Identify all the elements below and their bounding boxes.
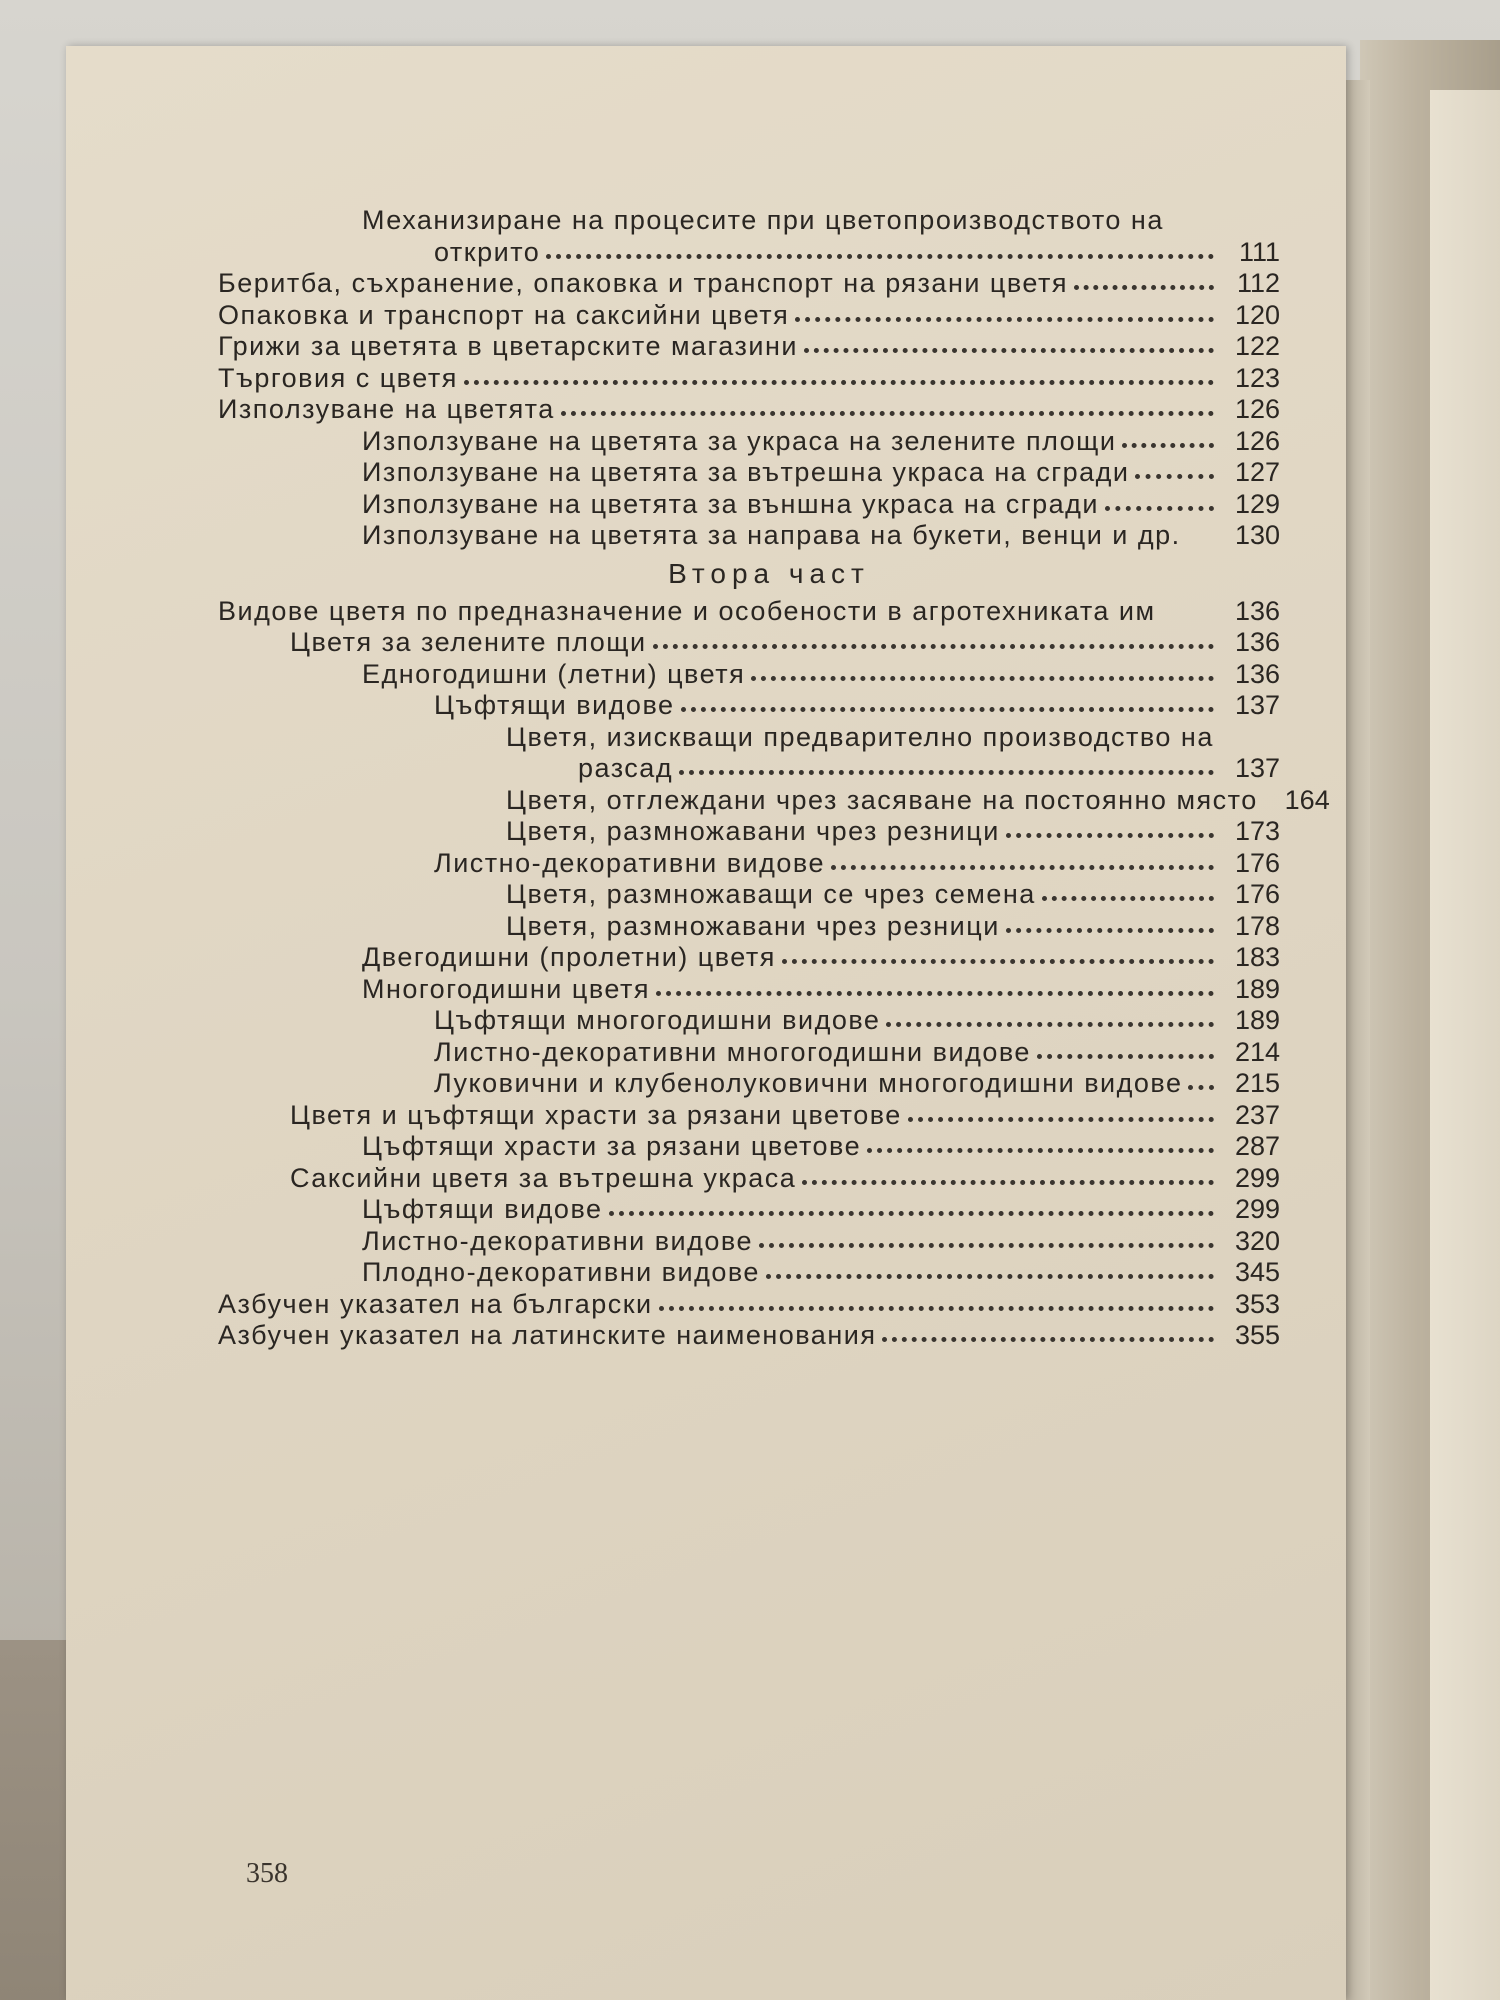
toc-entry-title: Цъфтящи храсти за рязани цветове: [362, 1131, 862, 1161]
toc-entry-title: Използуване на цветята: [218, 394, 555, 424]
toc-entry-page: 183: [1234, 942, 1280, 972]
toc-entry: [218, 1163, 1280, 1195]
toc-entry-page: 320: [1234, 1225, 1280, 1256]
dot-leader: [1122, 443, 1214, 448]
toc-entry: [218, 942, 1280, 974]
dot-leader: [1042, 896, 1214, 901]
toc-entry-page: 214: [1234, 1036, 1280, 1067]
toc-entry: [218, 394, 1280, 426]
toc-entry-page: 299: [1234, 1194, 1280, 1224]
dot-leader: [653, 644, 1214, 649]
part-two-heading: Втора част: [668, 557, 870, 589]
toc-entry-title: Азбучен указател на български: [218, 1288, 653, 1319]
toc-entry-title: Цветя, отглеждани чрез засяване на постоянно място: [506, 784, 1258, 815]
toc-entry-title: Цветя за зелените площи: [290, 627, 647, 657]
toc-entry-page: 176: [1234, 879, 1280, 909]
toc-entry-title: Листно-декоративни видове: [434, 847, 825, 878]
toc-entry: [218, 722, 1280, 754]
dot-leader: [1187, 537, 1214, 542]
toc-entry-title: открито: [434, 236, 541, 267]
toc-entry-page: 345: [1234, 1257, 1280, 1287]
toc-entry-page: 176: [1234, 847, 1280, 878]
toc-entry-title: Азбучен указател на латинските наименования: [218, 1320, 877, 1350]
dot-leader: [1188, 1085, 1214, 1090]
toc-entry: [218, 1194, 1280, 1226]
toc-entry-page: 136: [1234, 658, 1280, 689]
toc-entry-title: Цъфтящи многогодишни видове: [434, 1005, 881, 1035]
toc-entry-page: 164: [1284, 784, 1330, 815]
toc-entry: [218, 848, 1280, 880]
dot-leader: [659, 1306, 1214, 1311]
dot-leader: [1105, 506, 1214, 511]
dot-leader: [464, 380, 1214, 385]
dot-leader: [759, 1243, 1214, 1248]
toc-entry: [218, 1289, 1280, 1321]
toc-entry-page: 189: [1234, 973, 1280, 1004]
toc-entry-page: 287: [1234, 1131, 1280, 1161]
toc-entry-title: Използуване на цветята за украса на зелените площи: [362, 425, 1117, 456]
toc-entry-page: 127: [1234, 457, 1280, 487]
table-of-contents: [218, 205, 1330, 1352]
dot-leader: [908, 1117, 1214, 1122]
toc-entry-page: 129: [1234, 488, 1280, 519]
toc-entry-title: Цветя, размножавани чрез резници: [506, 816, 1000, 846]
toc-entry-title: Цъфтящи видове: [362, 1194, 603, 1224]
dot-leader: [679, 770, 1214, 775]
toc-entry-title: Едногодишни (летни) цветя: [362, 658, 746, 689]
toc-entry: [218, 1005, 1280, 1037]
toc-entry-page: 137: [1234, 753, 1280, 783]
toc-entry-page: 136: [1234, 627, 1280, 657]
toc-entry: [218, 268, 1280, 300]
dot-leader: [681, 707, 1214, 712]
dot-leader: [609, 1211, 1214, 1216]
toc-entry-title: Търговия с цветя: [218, 362, 458, 393]
toc-entry: [218, 1100, 1280, 1132]
dot-leader: [1006, 833, 1214, 838]
dot-leader: [804, 348, 1214, 353]
toc-entry: [218, 520, 1280, 552]
page-number: 358: [246, 1858, 288, 1889]
toc-entry-title: Цветя, размножавани чрез резници: [506, 910, 1000, 941]
toc-entry-title: Многогодишни цветя: [362, 973, 650, 1004]
toc-entry-title: Цветя, изискващи предварително производство на: [506, 721, 1214, 752]
toc-entry-page: 111: [1238, 236, 1280, 267]
toc-entry-page: 237: [1234, 1099, 1280, 1130]
toc-entry: [218, 205, 1280, 237]
toc-part-two: [218, 595, 1330, 1352]
toc-entry: [218, 1131, 1280, 1163]
dot-leader: [751, 676, 1214, 681]
toc-entry: [218, 300, 1280, 332]
dot-leader: [1074, 285, 1214, 290]
toc-entry-page: 122: [1234, 331, 1280, 361]
toc-entry-page: 136: [1234, 595, 1280, 626]
toc-entry-title: разсад: [578, 753, 674, 783]
toc-entry: [218, 596, 1280, 628]
dot-leader: [561, 411, 1214, 416]
toc-entry-page: 355: [1234, 1320, 1280, 1350]
dot-leader: [1162, 613, 1214, 618]
toc-entry: [218, 816, 1280, 848]
toc-entry: [218, 879, 1280, 911]
toc-entry: [218, 911, 1280, 943]
toc-entry-title: Листно-декоративни видове: [362, 1225, 753, 1256]
toc-entry: [218, 237, 1280, 269]
toc-entry-page: 189: [1234, 1005, 1280, 1035]
toc-entry-title: Плодно-декоративни видове: [362, 1257, 760, 1287]
toc-entry: [218, 489, 1280, 521]
toc-entry: [218, 426, 1280, 458]
toc-entry-title: Листно-декоративни многогодишни видове: [434, 1036, 1031, 1067]
toc-entry: [218, 690, 1280, 722]
toc-entry-title: Видове цветя по предназначение и особености в агротехниката им: [218, 595, 1156, 626]
dot-leader: [867, 1148, 1214, 1153]
dot-leader: [802, 1180, 1214, 1185]
toc-entry-page: 123: [1234, 362, 1280, 393]
toc-entry: [218, 753, 1280, 785]
toc-entry-page: 120: [1234, 299, 1280, 330]
toc-entry-title: Използуване на цветята за вътрешна украса на сгради: [362, 457, 1130, 487]
toc-entry-page: 137: [1234, 690, 1280, 720]
toc-entry-page: 126: [1234, 425, 1280, 456]
toc-entry: [218, 1068, 1280, 1100]
toc-entry-title: Беритба, съхранение, опаковка и транспорт на рязани цветя: [218, 268, 1069, 298]
dot-leader: [766, 1274, 1214, 1279]
toc-entry-title: Използуване на цветята за направа на букети, венци и др.: [362, 520, 1181, 550]
dot-leader: [882, 1337, 1214, 1342]
toc-entry-title: Използуване на цветята за външна украса на сгради: [362, 488, 1099, 519]
toc-entry: [218, 331, 1280, 363]
toc-entry-title: Саксийни цветя за вътрешна украса: [290, 1162, 797, 1193]
toc-entry-page: 299: [1234, 1162, 1280, 1193]
toc-entry-page: 173: [1234, 816, 1280, 846]
toc-entry: [218, 1320, 1280, 1352]
toc-entry-title: Цъфтящи видове: [434, 690, 675, 720]
toc-entry: [218, 1226, 1280, 1258]
dot-leader: [1037, 1054, 1214, 1059]
dot-leader: [546, 254, 1214, 259]
toc-entry-page: 112: [1236, 268, 1280, 298]
toc-entry-page: 178: [1234, 910, 1280, 941]
toc-entry-page: 215: [1234, 1068, 1280, 1098]
dot-leader: [782, 959, 1214, 964]
toc-entry: [218, 363, 1280, 395]
dot-leader: [886, 1022, 1214, 1027]
toc-entry: [218, 659, 1280, 691]
toc-entry: [218, 1037, 1280, 1069]
toc-entry: [218, 457, 1280, 489]
toc-entry-page: 130: [1234, 520, 1280, 550]
toc-part-one: [218, 205, 1280, 552]
toc-entry: [218, 784, 1330, 817]
toc-entry-page: 126: [1234, 394, 1280, 424]
facing-page-edge: [1430, 90, 1500, 2000]
toc-entry: [218, 1257, 1280, 1289]
dot-leader: [1135, 474, 1214, 479]
toc-entry-title: Луковични и клубенолуковични многогодишни видове: [434, 1068, 1183, 1098]
toc-entry-title: Цветя, размножаващи се чрез семена: [506, 879, 1036, 909]
toc-entry-title: Двегодишни (пролетни) цветя: [362, 942, 776, 972]
toc-entry-page: 353: [1234, 1288, 1280, 1319]
dot-leader: [831, 865, 1214, 870]
toc-entry-title: Механизиране на процесите при цветопроизводството на: [362, 205, 1164, 235]
toc-entry-title: Грижи за цветята в цветарските магазини: [218, 331, 798, 361]
toc-entry-title: Цветя и цъфтящи храсти за рязани цветове: [290, 1099, 902, 1130]
toc-entry: [218, 627, 1280, 659]
dot-leader: [656, 991, 1214, 996]
toc-entry: [218, 974, 1280, 1006]
toc-entry-title: Опаковка и транспорт на саксийни цветя: [218, 299, 790, 330]
dot-leader: [1006, 928, 1214, 933]
dot-leader: [795, 317, 1214, 322]
